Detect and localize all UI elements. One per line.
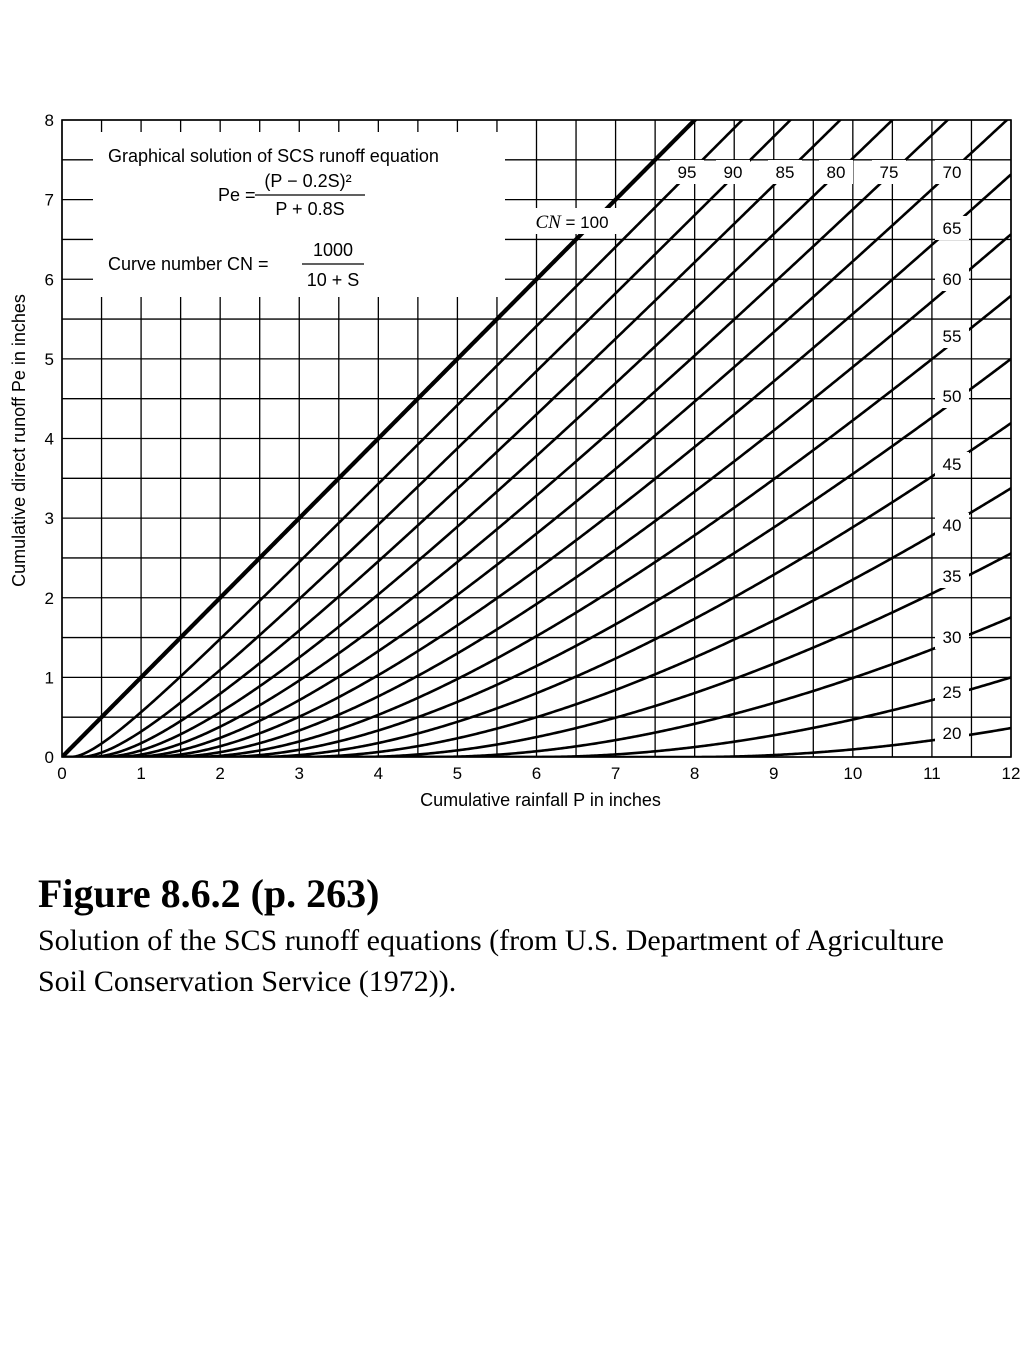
x-tick-label: 9 [769,764,779,783]
curve-label-95: 95 [677,163,697,182]
y-tick-label: 6 [44,270,54,290]
curve-label-70: 70 [942,163,962,182]
x-tick-label: 10 [843,764,863,783]
y-axis-label: Cumulative direct runoff Pe in inches [9,294,29,587]
y-tick-label: 1 [44,668,54,688]
y-tick-label: 2 [44,588,54,608]
chart-axis-labels [9,294,661,810]
figure-caption [38,868,998,1002]
x-tick-label: 5 [452,764,463,783]
curve-label-100: CN = 100 [535,212,609,233]
y-tick-label: 4 [44,429,54,449]
x-tick-label: 11 [923,764,941,783]
curve-label-80: 80 [826,163,846,182]
equation-lhs: Pe = [218,185,256,205]
x-tick-label: 7 [610,764,621,783]
curve-label-60: 60 [942,270,962,289]
y-tick-label: 7 [44,190,54,210]
figure-title: Figure 8.6.2 (p. 263) [38,871,380,916]
curve-label-30: 30 [942,628,962,647]
y-tick-label: 3 [44,509,54,529]
x-tick-label: 8 [689,764,700,783]
y-tick-label: 8 [44,111,54,130]
figure-description: Solution of the SCS runoff equations (from U.S. Department of Agriculture Soil Conservation Service (1972)). [38,924,944,998]
curve-label-75: 75 [879,163,899,182]
x-tick-label: 2 [215,764,225,783]
curve-label-35: 35 [942,567,962,586]
x-axis-label: Cumulative rainfall P in inches [420,790,661,810]
curve-label-90: 90 [723,163,743,182]
curve-label-55: 55 [942,327,962,346]
cn-denominator: 10 + S [306,270,360,290]
equation-title: Graphical solution of SCS runoff equation [108,146,439,166]
equation-box [93,132,505,297]
curve-label-45: 45 [942,455,962,474]
curve-label-40: 40 [942,516,962,535]
x-tick-label: 4 [373,764,384,783]
equation-denominator: P + 0.8S [275,199,345,219]
x-tick-label: 0 [57,764,67,783]
x-tick-label: 1 [136,764,146,783]
curve-number-label: Curve number CN = [108,254,269,274]
curve-label-50: 50 [942,387,962,406]
curve-label-85: 85 [775,163,795,182]
cn-numerator: 1000 [312,240,354,260]
y-tick-label: 5 [44,349,54,369]
equation-numerator: (P − 0.2S)² [264,171,352,191]
curve-label-25: 25 [942,683,962,702]
x-tick-label: 12 [1001,764,1021,783]
x-tick-label: 6 [531,764,542,783]
curve-label-65: 65 [942,219,962,238]
y-tick-label: 0 [44,748,54,767]
x-tick-label: 3 [294,764,304,783]
curve-label-20: 20 [942,724,962,743]
